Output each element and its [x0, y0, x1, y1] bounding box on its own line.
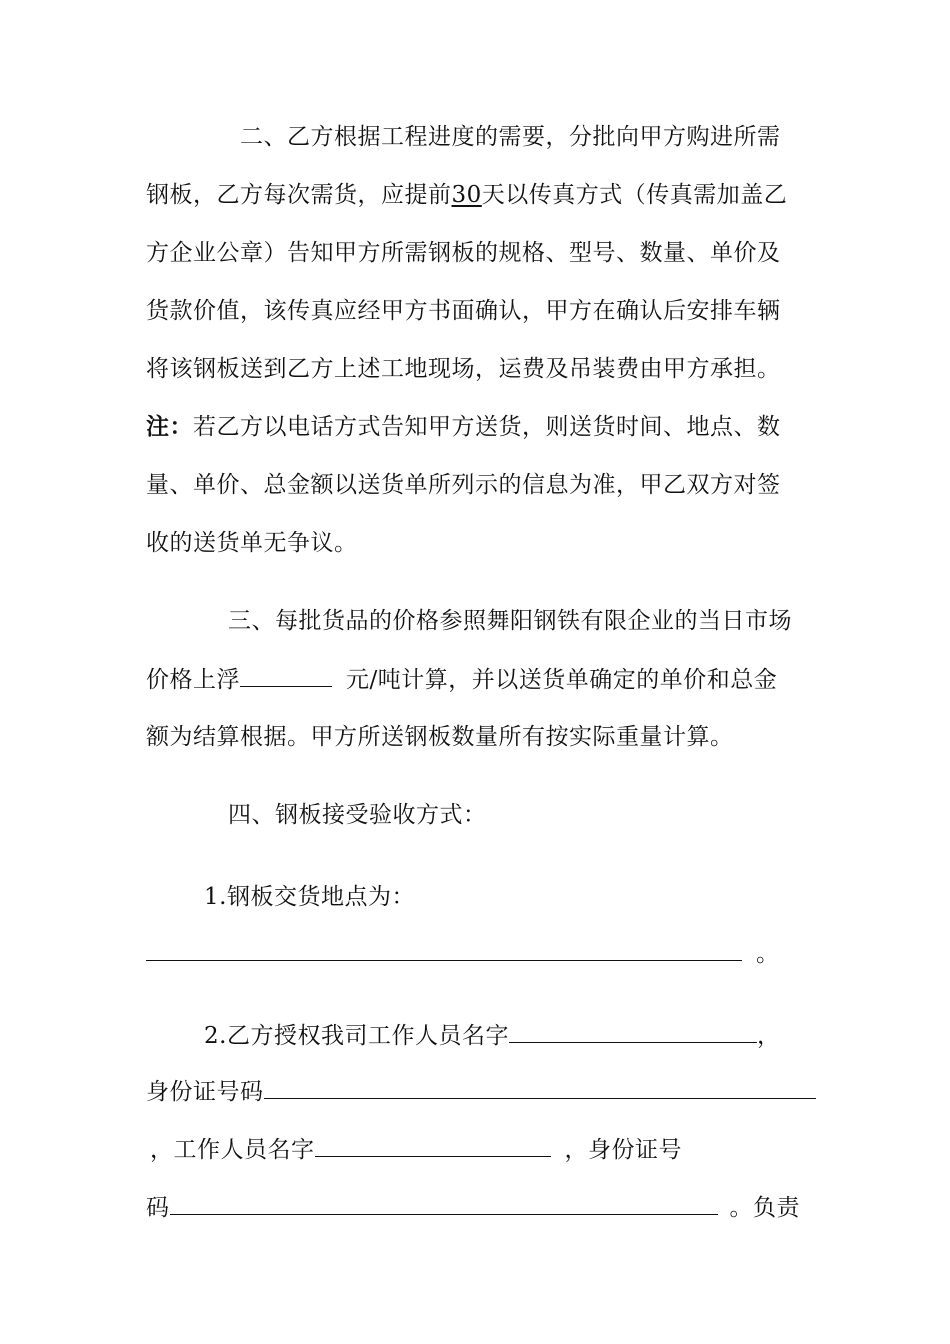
- authorized-staff-label: 2.乙方授权我司工作人员名字: [204, 1023, 509, 1049]
- note-text: 若乙方以电话方式告知甲方送货，则送货时间、地点、数: [193, 414, 781, 440]
- second-id-label: ，身份证号: [564, 1137, 682, 1163]
- section2-line2: [146, 180, 787, 210]
- second-id-line: [146, 1192, 800, 1223]
- id-number-blank-1[interactable]: [264, 1076, 816, 1099]
- section2-line2-start: 钢板，乙方每次需货，应提前: [146, 182, 452, 208]
- responsible-text: 。负责: [729, 1195, 800, 1221]
- section4-heading: 四、钢板接受验收方式：: [228, 802, 487, 828]
- authorized-staff-line: [204, 1020, 780, 1051]
- id-number-blank-2[interactable]: [170, 1192, 718, 1215]
- id-number-label: 身份证号码: [146, 1079, 264, 1105]
- id-number-line: [146, 1076, 816, 1107]
- section3-line3: 额为结算根据。甲方所送钢板数量所有按实际重量计算。: [146, 724, 734, 750]
- second-staff-label: ，工作人员名字: [150, 1137, 315, 1163]
- price-markup-blank[interactable]: [240, 664, 332, 687]
- section2-line2-end: 天以传真方式（传真需加盖乙: [481, 182, 788, 208]
- section3-line2: [146, 664, 777, 695]
- code-label: 码: [146, 1195, 170, 1221]
- staff-name-blank-2[interactable]: [315, 1134, 551, 1157]
- note-line1: [146, 412, 781, 442]
- second-staff-line: [150, 1134, 682, 1165]
- section3-line1: 三、每批货品的价格参照舞阳钢铁有限企业的当日市场: [228, 608, 792, 634]
- delivery-location-end: 。: [756, 941, 780, 967]
- delivery-location-label: 1.钢板交货地点为：: [204, 884, 415, 910]
- section2-line1: 二、乙方根据工程进度的需要，分批向甲方购进所需: [240, 124, 781, 150]
- note-line2: 量、单价、总金额以送货单所列示的信息为准，甲乙双方对签: [146, 472, 781, 498]
- advance-days: 30: [451, 182, 482, 208]
- delivery-location-blank[interactable]: [146, 938, 742, 961]
- authorized-staff-comma: ，: [756, 1023, 781, 1049]
- note-line3: 收的送货单无争议。: [146, 530, 358, 556]
- section2-line5: 将该钢板送到乙方上述工地现场，运费及吊装费由甲方承担。: [146, 356, 781, 382]
- section3-line2-start: 价格上浮: [146, 667, 240, 693]
- section2-line4: 货款价值，该传真应经甲方书面确认，甲方在确认后安排车辆: [146, 298, 781, 324]
- staff-name-blank-1[interactable]: [509, 1020, 757, 1043]
- section3-line2-end: 元/吨计算，并以送货单确定的单价和总金: [346, 667, 778, 693]
- note-label: 注：: [146, 413, 193, 440]
- delivery-location-line: [146, 938, 780, 969]
- section2-line3: 方企业公章）告知甲方所需钢板的规格、型号、数量、单价及: [146, 240, 781, 266]
